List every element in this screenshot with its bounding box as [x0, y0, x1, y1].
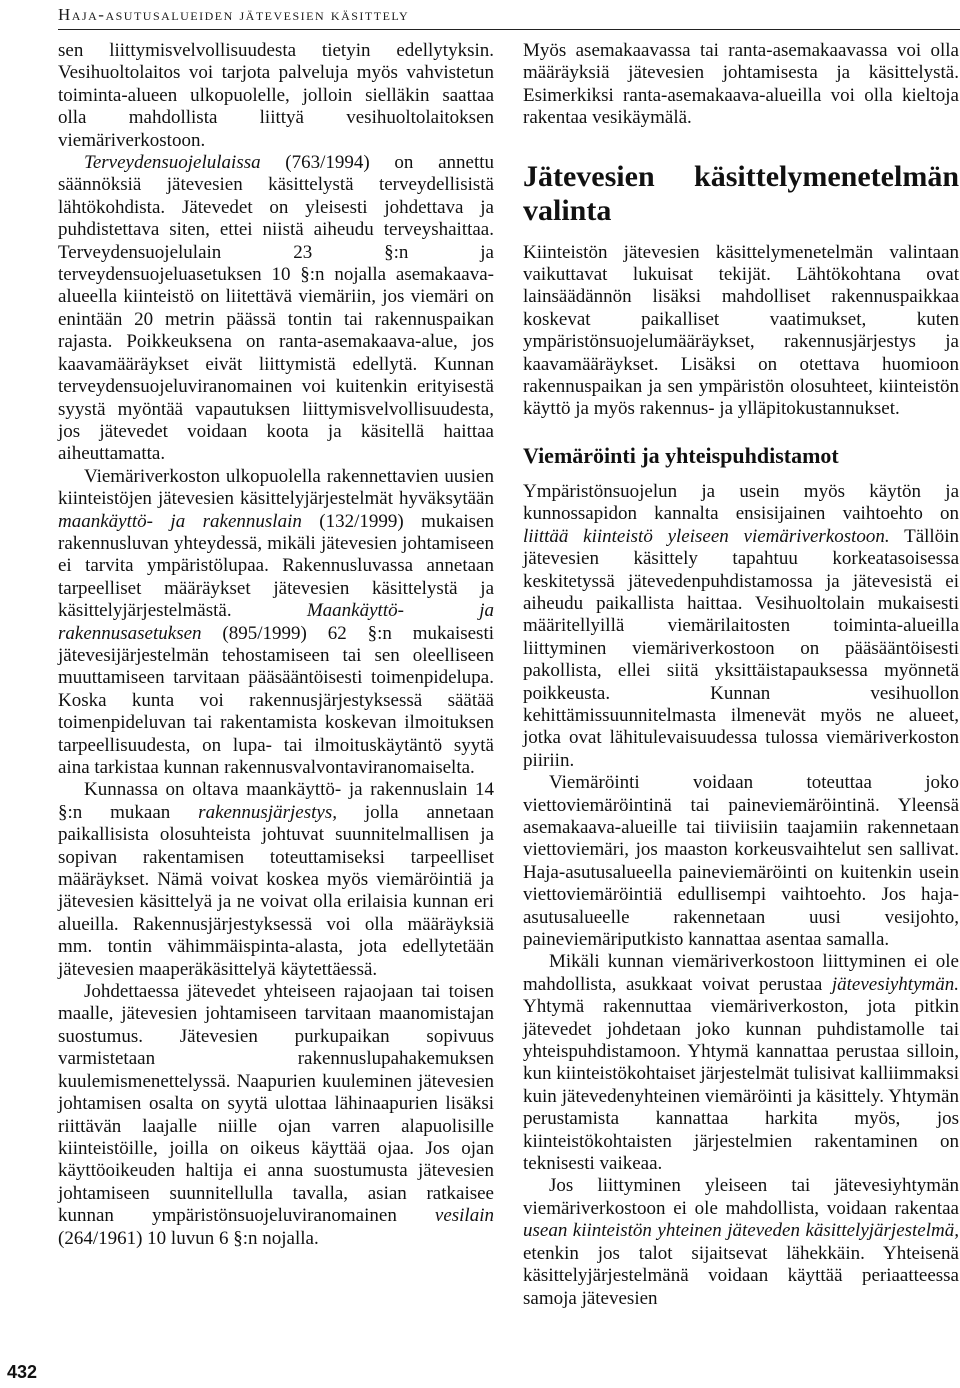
header-divider: [58, 29, 960, 30]
section-heading: Jätevesien käsittelymenetelmän valinta: [523, 159, 959, 227]
paragraph-text: Kunnassa on oltava maankäyttö- ja rakennuslain 14 §:n mukaan: [58, 779, 494, 823]
paragraph: sen liittymisvelvollisuudesta tietyin edellytyksin. Vesihuoltolaitos voi tarjota palveluja myös vahvistetun toiminta-alueen ulkopuolelle, jolloin sielläkin saattaa olla mahdollista liittyä vesihuoltolaitoksen viemäriverkostoon.: [58, 40, 494, 151]
paragraph-text: Jos liittyminen yleiseen tai jätevesiyhtymän viemäriverkostoon ei ole mahdollista, voidaan rakentaa: [523, 1175, 959, 1219]
paragraph: [58, 152, 494, 466]
paragraph-text: (132/1999) mukaisen rakennusluvan yhteydessä, mikäli jätevesien johtamiseen ei tarvita ympäristölupaa. Rakennusluvassa annetaan tarpeelliset määräykset jätevesien käsittelystä ja käsittelyjärjestelmästä.: [58, 510, 494, 622]
right-column: [523, 40, 959, 1310]
paragraph-text: Mikäli kunnan viemäriverkostoon liittyminen ei ole mahdollista, asukkaat voivat perustaa: [523, 951, 959, 995]
paragraph: [58, 466, 494, 780]
paragraph: [523, 951, 959, 1175]
paragraph-text: Tällöin jätevesien käsittely tapahtuu korkeatasoisessa keskitetyssä jätevedenpuhdistamossa ja jätevesistä ei aiheudu paikallista haittaa. Vesihuoltolain mukaisesti määritellyillä viemärilaitosten toiminta-alueilla liittyminen viemäriverkostoon on pääsääntöisesti pakollista, ellei siitä yksittäistapauksessa myönnetä poikkeusta. Kunnan vesihuollon kehittämissuunnitelmasta ilmenevät myös ne alueet, jotka ovat lähitulevaisuudessa tulossa viemäriverkoston piiriin.: [523, 525, 959, 771]
italic-term: rakennusjärjestys,: [198, 801, 337, 823]
page-number: 432: [6, 1361, 38, 1382]
paragraph-text: etenkin jos talot sijaitsevat lähekkäin. Yhteisenä käsittelyjärjestelmänä voidaan käyttää periaatteessa samoja jätevesien: [523, 1242, 959, 1309]
italic-term: jätevesiyhtymän.: [831, 973, 959, 995]
italic-term: maankäyttö- ja rakennuslain: [58, 510, 302, 532]
paragraph-text: Ympäristönsuojelun ja usein myös käytön ja kunnossapidon kannalta ensisijainen vaihtoehto on: [523, 480, 959, 525]
italic-term: liittää kiinteistö yleiseen viemäriverkostoon.: [523, 525, 890, 547]
paragraph: Viemäröinti voidaan toteuttaa joko viettoviemäröintinä tai paineviemäröintinä. Yleensä asemakaava-alueille tai tiiviisiin taajamiin rakennetaan viettoviemäri, jos maaston korkeusvaihtelut sen sallivat. Haja-asutusalueella paineviemäröinti on kuitenkin usein viettoviemäröintiä edullisempi vaihtoehto. Jos haja-asutusalueelle rakennetaan uusi vesijohto, paineviemäriputkisto kannattaa asentaa samalla.: [523, 772, 959, 950]
page-header: [0, 0, 960, 38]
paragraph-text: (763/1994) on annettu säännöksiä jätevesien käsittelystä terveydellisistä lähtökohdista. Jätevedet on yleisesti johdettava ja puhdistettava siten, ettei niistä aiheudu terveyshaittaa. Terveydensuojelulain 23 §:n ja terveydensuojeluasetuksen 10 §:n nojalla asemakaava-alueella kiinteistö on liitettävä viemäriin, jos viemäri on enintään 20 metrin päässä tontin tai rakennuspaikan rajasta. Poikkeuksena on ranta-asemakaava-alue, jos kaavamääräykset eivät liittymistä edellytä. Kunnan terveydensuojeluviranomainen voi kuitenkin erityisestä syystä myöntää vapautuksen liittymisvelvollisuudesta, jos jätevedet voidaan koota ja käsitellä haittaa aiheuttamatta.: [58, 152, 494, 465]
paragraph-text: Viemäriverkoston ulkopuolella rakennettavien uusien kiinteistöjen jätevesien käsittelyjärjestelmät hyväksytään: [58, 465, 494, 510]
running-title: Haja-asutusalueiden jätevesien käsittely: [58, 5, 410, 24]
paragraph: [58, 981, 494, 1250]
subsection-heading: Viemäröinti ja yhteispuhdistamot: [523, 442, 839, 468]
paragraph-text: (264/1961) 10 luvun 6 §:n nojalla.: [58, 1227, 319, 1249]
paragraph: [523, 481, 959, 772]
paragraph-text: Johdettaessa jätevedet yhteiseen rajaojaan tai toisen maalle, jätevesien johtamiseen tarvitaan maanomistajan suostumus. Jätevesien purkupaikan sopivuus varmistetaan rakennuslupahakemuksen kuulemismenettelyssä. Naapurien kuuleminen jätevesien johtamisen osalta on syytä ulottaa lähinaapurien lisäksi riittävän laajalle niille ojan varren alapuolisille kiinteistöille, joilla on oikeus käyttää ojaa. Jos ojan käyttöoikeuden haltija ei anna suostumusta jätevesien johtamiseen suunnitellulla tavalla, asian ratkaisee kunnan ympäristönsuojeluviranomainen: [58, 981, 494, 1227]
paragraph: [523, 1175, 959, 1309]
paragraph-text: jolla annetaan paikallisista olosuhteista johtuvat suunnitelmallisen ja sopivan rakentamisen toteuttamiseksi tarpeelliset määräykset. Nämä voivat koskea myös viemäröintiä ja jätevesien käsittelyä ja ne voivat olla erilaisia kunnan eri alueilla. Rakennusjärjestyksessä voi olla määräyksiä mm. tontin vähimmäispinta-alasta, jota edellytetään jätevesien maaperäkäsittelyä käytettäessä.: [58, 801, 494, 980]
paragraph: Myös asemakaavassa tai ranta-asemakaavassa voi olla määräyksiä jätevesien johtamisesta ja käsittelystä. Esimerkiksi ranta-asemakaava-alueilla voi olla kieltoja rakentaa vesikäymälä.: [523, 40, 959, 129]
italic-term: Maankäyttö- ja rakennusasetuksen: [58, 600, 494, 644]
paragraph: Kiinteistön jätevesien käsittelymenetelmän valintaan vaikuttavat lukuisat tekijät. Lähtökohtana ovat lainsäädännön lisäksi mahdolliset rakennuspaikkaa koskevat paikalliset vaatimukset, kuten ympäristönsuojelumääräykset, rakennusjärjestys ja kaavamääräykset. Lisäksi on otettava huomioon rakennuspaikan ja sen ympäristön olosuhteet, kiinteistön käyttö ja myös rakennus- ja ylläpitokustannukset.: [523, 241, 959, 420]
left-column: [58, 40, 494, 1250]
italic-term: vesilain: [434, 1205, 494, 1227]
italic-term: Terveydensuojelulaissa: [84, 152, 261, 174]
page-margin: [0, 0, 48, 1388]
italic-term: usean kiinteistön yhteinen jäteveden käsittelyjärjestelmä,: [523, 1220, 959, 1242]
paragraph-text: Yhtymä rakennuttaa viemäriverkoston, jota pitkin jätevedet johdetaan joko kunnan puhdistamolle tai yhteispuhdistamoon. Yhtymä kannattaa perustaa silloin, kun kiinteistökohtaiset järjestelmät tulisivat kalliimmaksi kuin jätevedenyhteinen viemäröinti ja käsittely. Yhtymän perustamista kannattaa harkita myös, jos kiinteistökohtaisten järjestelmien rakentaminen on teknisesti vaikeaa.: [523, 996, 959, 1175]
paragraph: [58, 779, 494, 981]
paragraph-text: (895/1999) 62 §:n mukaisesti jätevesijärjestelmän tehostamiseen tai sen oleelliseen muuttamiseen tarvitaan pääsääntöisesti toimenpidelupa. Koska kunta voi rakennusjärjestyksessä säätää toimenpideluvan tai rakentamista koskevan ilmoituksen tarpeellisuudesta, on lupa- tai ilmoituskäytäntö syytä aina tarkistaa kunnan rakennusvalvontaviranomaiselta.: [58, 622, 494, 778]
